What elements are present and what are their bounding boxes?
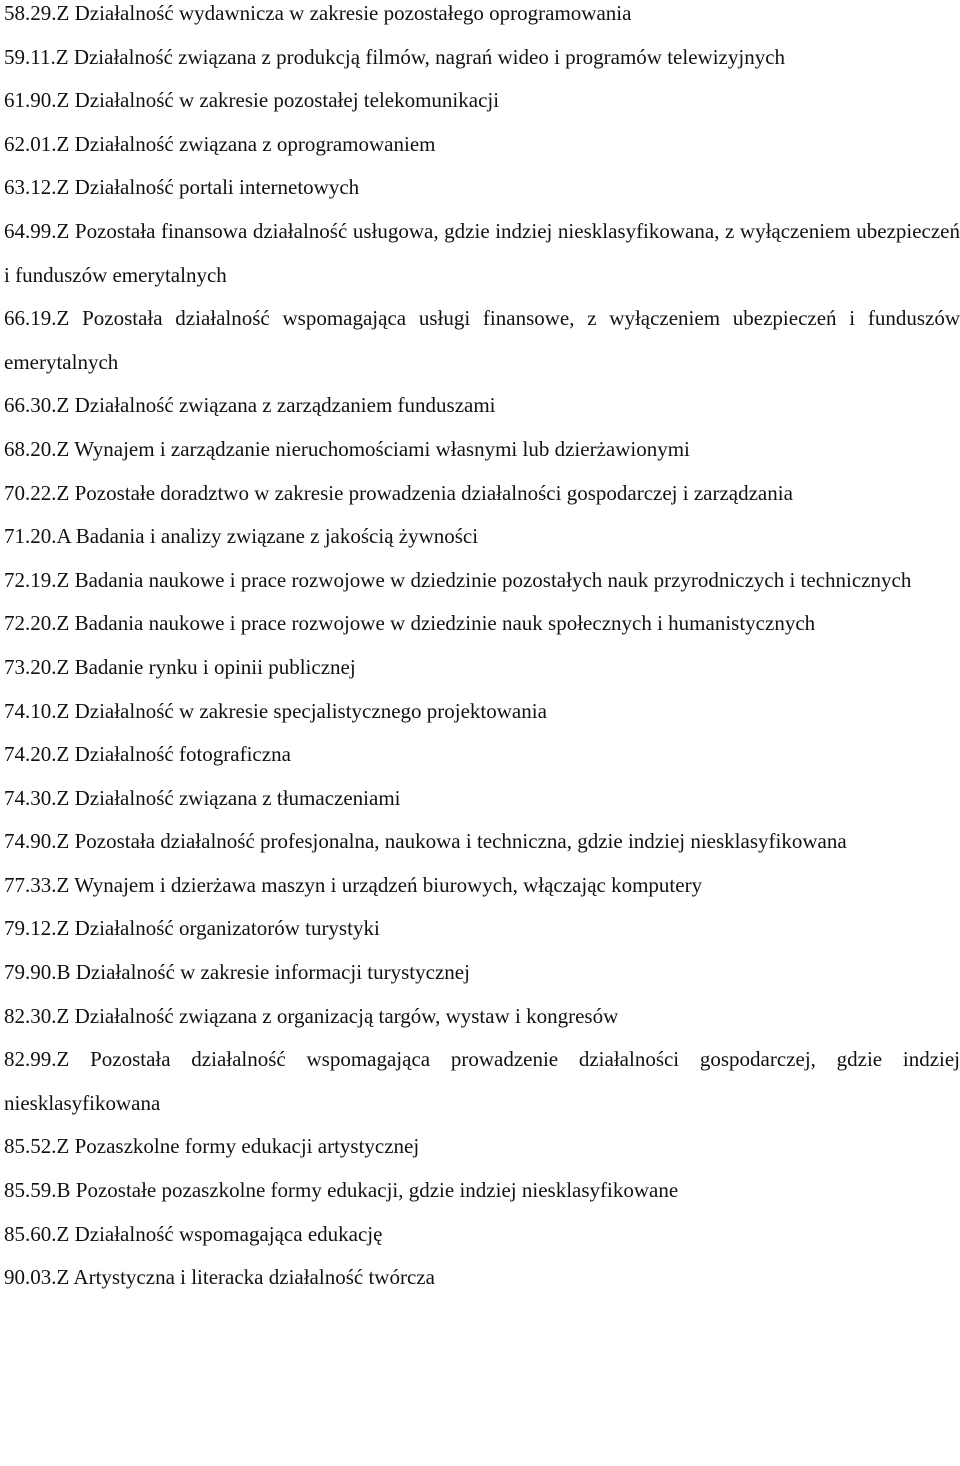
entry-code: 85.60.Z xyxy=(4,1221,70,1246)
entry-code: 82.30.Z xyxy=(4,1003,70,1028)
entry-description: Działalność w zakresie specjalistycznego projektowania xyxy=(74,698,547,723)
list-entry xyxy=(4,210,960,297)
entry-description: Działalność wydawnicza w zakresie pozostałego oprogramowania xyxy=(74,1,632,25)
entry-description: Działalność fotograficzna xyxy=(74,742,291,767)
list-entry xyxy=(4,79,960,123)
entry-description: Pozaszkolne formy edukacji artystycznej xyxy=(74,1134,420,1159)
entry-description: Działalność związana z tłumaczeniami xyxy=(74,785,401,810)
list-entry xyxy=(4,1213,960,1257)
list-entry xyxy=(4,733,960,777)
entry-description: Działalność związana z organizacją targów, wystaw i kongresów xyxy=(74,1003,619,1028)
list-entry xyxy=(4,951,960,995)
list-entry xyxy=(4,820,960,864)
list-entry xyxy=(4,472,960,516)
entry-code: 72.19.Z xyxy=(4,567,70,592)
entry-description: Działalność portali internetowych xyxy=(74,175,360,200)
entry-description: Pozostała finansowa działalność usługowa, gdzie indziej niesklasyfikowana, z wyłączeniem ubezpieczeń i funduszów emerytalnych xyxy=(4,218,960,287)
entry-code: 66.19.Z xyxy=(4,306,70,331)
entry-code: 74.90.Z xyxy=(4,829,70,854)
entry-code: 74.20.Z xyxy=(4,742,70,767)
entry-code: 79.90.B xyxy=(4,960,71,985)
list-entry xyxy=(4,777,960,821)
entry-code: 68.20.Z xyxy=(4,436,70,461)
entry-description: Działalność w zakresie pozostałej telekomunikacji xyxy=(74,88,500,113)
entry-description: Badanie rynku i opinii publicznej xyxy=(74,654,356,679)
list-entry xyxy=(4,602,960,646)
entry-code: 63.12.Z xyxy=(4,175,70,200)
entry-description: Pozostała działalność profesjonalna, naukowa i techniczna, gdzie indziej niesklasyfikowana xyxy=(74,829,847,854)
list-entry xyxy=(4,1038,960,1125)
list-entry xyxy=(4,515,960,559)
entry-description: Artystyczna i literacka działalność twórcza xyxy=(73,1265,435,1290)
entry-description: Wynajem i dzierżawa maszyn i urządzeń biurowych, włączając komputery xyxy=(74,872,703,897)
entry-description: Badania i analizy związane z jakością żywności xyxy=(75,524,479,549)
entry-description: Działalność organizatorów turystyki xyxy=(74,916,380,941)
entry-code: 85.59.B xyxy=(4,1178,71,1203)
entry-description: Działalność związana z zarządzaniem funduszami xyxy=(74,393,496,418)
list-entry xyxy=(4,1125,960,1169)
entry-code: 85.52.Z xyxy=(4,1134,70,1159)
entry-code: 79.12.Z xyxy=(4,916,70,941)
entry-code: 70.22.Z xyxy=(4,480,70,505)
list-entry xyxy=(4,646,960,690)
entry-code: 82.99.Z xyxy=(4,1047,70,1072)
pkd-code-list xyxy=(4,0,960,1300)
list-entry xyxy=(4,907,960,951)
entry-description: Działalność w zakresie informacji turystycznej xyxy=(75,960,470,985)
entry-code: 61.90.Z xyxy=(4,88,70,113)
entry-code: 71.20.A xyxy=(4,524,71,549)
entry-code: 77.33.Z xyxy=(4,872,70,897)
list-entry xyxy=(4,123,960,167)
list-entry xyxy=(4,1169,960,1213)
entry-description: Działalność wspomagająca edukację xyxy=(74,1221,383,1246)
entry-code: 62.01.Z xyxy=(4,131,70,156)
list-entry xyxy=(4,690,960,734)
list-entry xyxy=(4,36,960,80)
entry-code: 59.11.Z xyxy=(4,44,69,69)
list-entry xyxy=(4,384,960,428)
list-entry xyxy=(4,559,960,603)
entry-code: 58.29.Z xyxy=(4,1,70,25)
entry-description: Pozostałe doradztwo w zakresie prowadzenia działalności gospodarczej i zarządzania xyxy=(74,480,793,505)
entry-code: 66.30.Z xyxy=(4,393,70,418)
entry-code: 73.20.Z xyxy=(4,654,70,679)
entry-code: 90.03.Z xyxy=(4,1265,70,1290)
entry-description: Pozostała działalność wspomagająca prowadzenie działalności gospodarczej, gdzie indziej niesklasyfikowana xyxy=(4,1047,960,1115)
list-entry xyxy=(4,166,960,210)
list-entry xyxy=(4,0,960,36)
list-entry xyxy=(4,428,960,472)
entry-description: Badania naukowe i prace rozwojowe w dziedzinie pozostałych nauk przyrodniczych i technicznych xyxy=(74,567,912,592)
list-entry xyxy=(4,1256,960,1300)
entry-description: Działalność związana z oprogramowaniem xyxy=(74,131,436,156)
list-entry xyxy=(4,995,960,1039)
list-entry xyxy=(4,864,960,908)
entry-code: 72.20.Z xyxy=(4,611,70,636)
entry-description: Badania naukowe i prace rozwojowe w dziedzinie nauk społecznych i humanistycznych xyxy=(74,611,816,636)
entry-description: Wynajem i zarządzanie nieruchomościami własnymi lub dzierżawionymi xyxy=(74,436,690,461)
entry-description: Działalność związana z produkcją filmów, nagrań wideo i programów telewizyjnych xyxy=(73,44,786,69)
entry-code: 74.10.Z xyxy=(4,698,70,723)
entry-code: 64.99.Z xyxy=(4,218,70,243)
list-entry xyxy=(4,297,960,384)
entry-description: Pozostała działalność wspomagająca usługi finansowe, z wyłączeniem ubezpieczeń i funduszów emerytalnych xyxy=(4,306,960,374)
entry-code: 74.30.Z xyxy=(4,785,70,810)
entry-description: Pozostałe pozaszkolne formy edukacji, gdzie indziej niesklasyfikowane xyxy=(75,1178,679,1203)
